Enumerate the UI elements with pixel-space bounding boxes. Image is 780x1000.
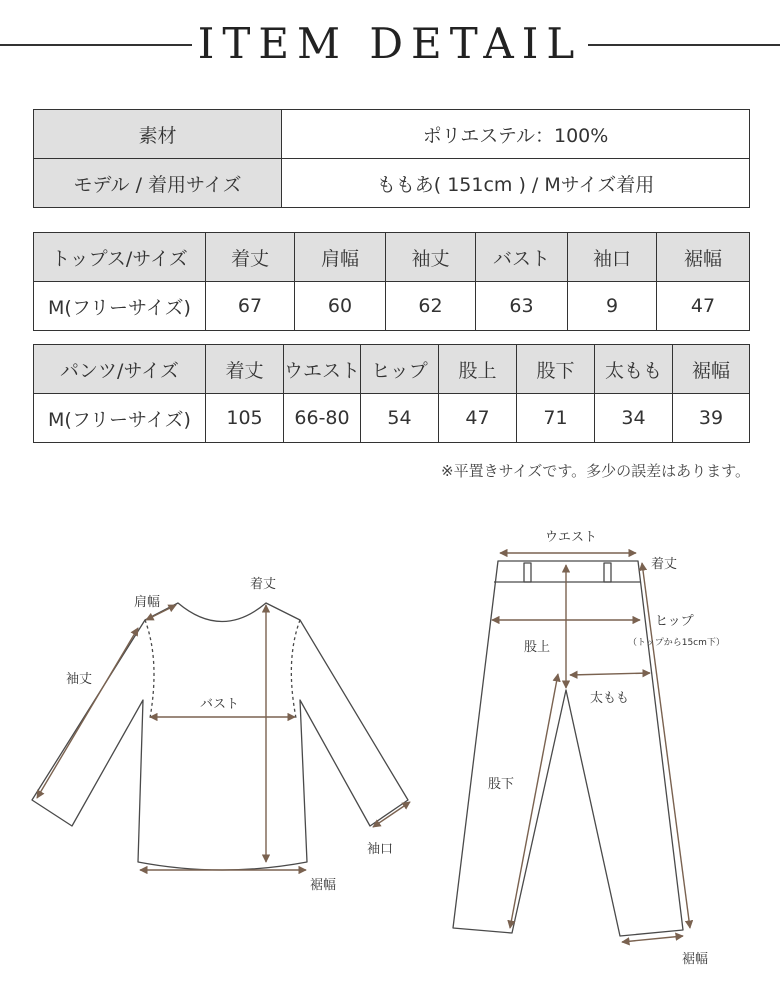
table-cell: 67	[206, 282, 295, 331]
table-header: 袖丈	[386, 233, 476, 282]
table-header: ヒップ	[361, 345, 439, 394]
model-value: ももあ( 151cm ) / Mサイズ着用	[282, 159, 750, 208]
table-cell: 105	[206, 394, 284, 443]
table-header: パンツ/サイズ	[34, 345, 206, 394]
table-header: 股下	[517, 345, 595, 394]
table-header: 太もも	[595, 345, 673, 394]
material-value: ポリエステル：100%	[282, 110, 750, 159]
tshirt-cuff-arrow	[373, 802, 410, 827]
pants-waist-label: ウエスト	[545, 530, 598, 545]
table-cell: M(フリーサイズ)	[34, 282, 206, 331]
table-cell: M(フリーサイズ)	[34, 394, 206, 443]
tshirt-sleeve-label: 袖丈	[66, 672, 93, 687]
table-cell: 9	[568, 282, 657, 331]
table-header: 股上	[439, 345, 517, 394]
table-cell: 66-80	[284, 394, 361, 443]
pants-hem-arrow	[622, 936, 683, 942]
model-label: モデル / 着用サイズ	[34, 159, 282, 208]
table-cell: 62	[386, 282, 476, 331]
table-header: ウエスト	[284, 345, 361, 394]
pants-inseam-arrow	[510, 674, 558, 928]
material-label: 素材	[34, 110, 282, 159]
pants-inseam-label: 股下	[488, 777, 515, 792]
pants-rise-label: 股上	[524, 640, 551, 655]
table-header: 袖口	[568, 233, 657, 282]
table-header: 着丈	[206, 233, 295, 282]
pants-thigh-arrow	[570, 673, 650, 675]
table-header: 肩幅	[295, 233, 386, 282]
tshirt-outline	[32, 603, 408, 870]
table-cell: 34	[595, 394, 673, 443]
table-cell: 71	[517, 394, 595, 443]
tshirt-cuff-label: 袖口	[367, 842, 394, 857]
table-header: 裾幅	[673, 345, 750, 394]
pants-hip-note: （トップから15cm下）	[628, 638, 725, 648]
tshirt-sleeve-arrow	[37, 628, 138, 798]
tshirt-shoulder-label: 肩幅	[134, 595, 161, 610]
pants-hip-label: ヒップ	[655, 614, 694, 629]
table-cell: 47	[439, 394, 517, 443]
pants-hem-label: 裾幅	[682, 952, 709, 967]
table-cell: 60	[295, 282, 386, 331]
page-title: ITEM DETAIL	[197, 19, 583, 68]
measurement-note: ※平置きサイズです。多少の誤差はあります。	[441, 462, 750, 480]
table-header: 裾幅	[657, 233, 750, 282]
table-header: トップス/サイズ	[34, 233, 206, 282]
pants-thigh-label: 太もも	[590, 691, 630, 706]
tshirt-bust-label: バスト	[200, 697, 240, 712]
tshirt-length-label: 着丈	[250, 577, 277, 592]
table-header: 着丈	[206, 345, 284, 394]
pants-length-label: 着丈	[651, 557, 678, 572]
table-cell: 63	[476, 282, 568, 331]
table-cell: 54	[361, 394, 439, 443]
tshirt-hem-label: 裾幅	[310, 878, 337, 893]
table-cell: 47	[657, 282, 750, 331]
table-cell: 39	[673, 394, 750, 443]
table-header: バスト	[476, 233, 568, 282]
